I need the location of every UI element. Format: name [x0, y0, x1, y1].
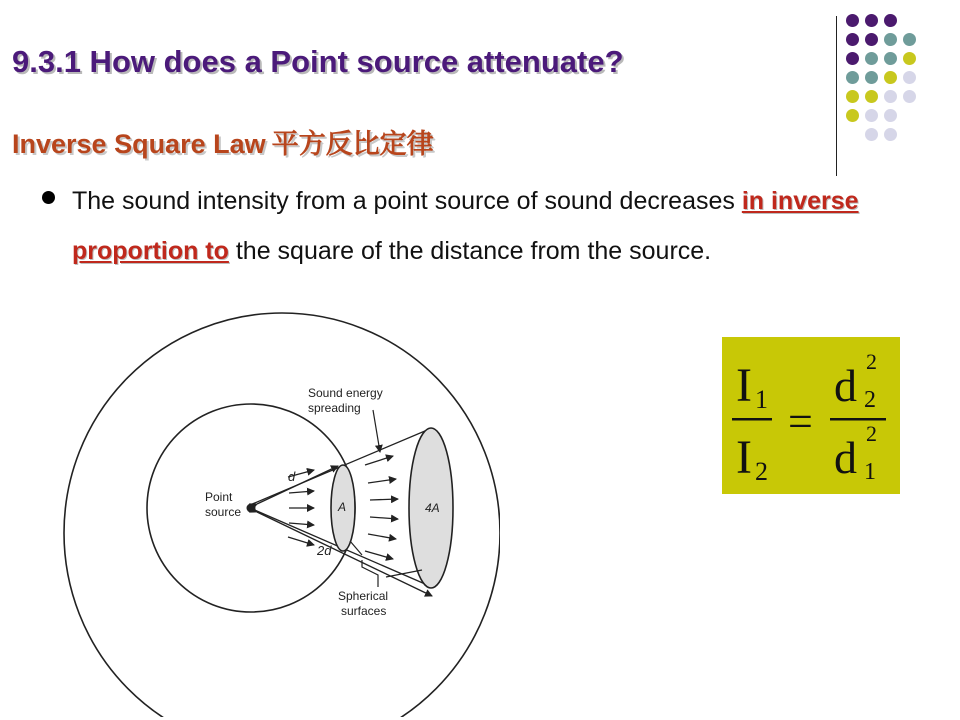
decorative-dot — [884, 71, 897, 84]
bullet-text — [72, 176, 952, 276]
bullet-emphasis: in inverse proportion to — [72, 187, 859, 265]
formula-rhs-num-sub: 2 — [864, 387, 876, 413]
spherical-pointer-a — [350, 541, 362, 555]
label-point: Point — [205, 490, 233, 504]
formula-rhs-num-sup: 2 — [866, 349, 877, 374]
formula-equals: = — [788, 397, 813, 446]
formula-lhs-den: I — [736, 431, 752, 484]
decorative-dot — [846, 109, 859, 122]
slide-title: 9.3.1 How does a Point source attenuate? — [12, 44, 624, 79]
formula-lhs-num-sub: 1 — [755, 385, 768, 414]
formula-rhs-den: d — [834, 432, 857, 483]
label-surfaces: surfaces — [341, 604, 387, 618]
point-source-dot — [247, 504, 256, 513]
decorative-dot — [865, 128, 878, 141]
decorative-dot — [865, 90, 878, 103]
decorative-dot — [903, 90, 916, 103]
decorative-dot — [903, 52, 916, 65]
decorative-dot — [884, 52, 897, 65]
formula-rhs-den-sup: 2 — [866, 421, 877, 446]
decorative-dot — [865, 33, 878, 46]
formula-rhs-bar — [830, 418, 886, 421]
formula-lhs-bar — [732, 418, 772, 421]
slide-subtitle — [12, 122, 434, 161]
energy-pointer — [373, 410, 380, 452]
subtitle-english: Inverse Square Law — [12, 129, 266, 159]
decorative-dot — [846, 52, 859, 65]
decorative-dot — [903, 71, 916, 84]
formula-lhs-num: I — [736, 359, 752, 412]
bullet-icon — [42, 191, 55, 204]
subtitle-chinese: 平方反比定律 — [271, 129, 434, 160]
spreading-arrows-outer — [365, 456, 398, 559]
bullet-part1: The sound intensity from a point source of sound decreases — [72, 187, 742, 215]
formula-rhs-den-sub: 1 — [864, 459, 876, 485]
decorative-dot — [846, 33, 859, 46]
decorative-dot — [865, 109, 878, 122]
label-energy-1: Sound energy — [308, 386, 383, 400]
label-energy-2: spreading — [308, 401, 361, 415]
decorative-dot — [884, 14, 897, 27]
decorative-dot — [846, 14, 859, 27]
decorative-dot — [846, 90, 859, 103]
label-4a: 4A — [425, 501, 440, 515]
decorative-dot — [865, 71, 878, 84]
inverse-square-diagram — [60, 305, 500, 717]
label-d: d — [288, 469, 296, 484]
decorative-dot — [865, 14, 878, 27]
label-spherical: Spherical — [338, 589, 389, 603]
inverse-square-formula — [722, 337, 900, 494]
decorative-dot — [865, 52, 878, 65]
decorative-dot — [903, 33, 916, 46]
decorative-dot — [884, 128, 897, 141]
label-a: A — [338, 500, 347, 514]
d-arrow — [257, 466, 338, 504]
bullet-part2: the square of the distance from the source. — [228, 237, 712, 265]
label-source: source — [205, 505, 242, 519]
decorative-dot — [884, 33, 897, 46]
decorative-dot — [884, 109, 897, 122]
label-2d: 2d — [317, 543, 332, 558]
decorative-dot — [846, 71, 859, 84]
formula-rhs-num: d — [834, 360, 857, 411]
spherical-pointer-4a — [386, 570, 422, 577]
decorative-dot — [884, 90, 897, 103]
header-divider — [836, 16, 837, 176]
formula-lhs-den-sub: 2 — [755, 457, 768, 486]
